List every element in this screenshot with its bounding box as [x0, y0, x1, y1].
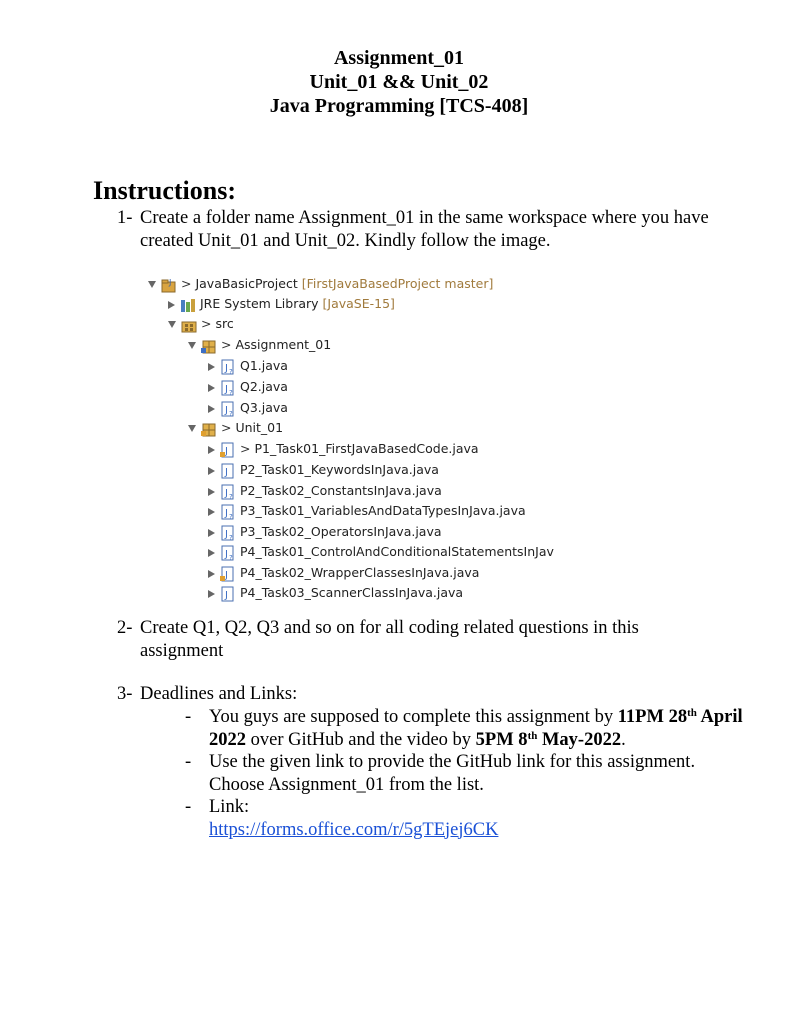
- jre-decoration: [JavaSE-15]: [322, 296, 395, 311]
- step-1: [117, 207, 717, 252]
- svg-text:J: J: [225, 589, 228, 601]
- step-1-number: 1-: [117, 208, 133, 228]
- deadline-video: [476, 730, 621, 750]
- expand-right-icon: [208, 529, 215, 537]
- jre-name: JRE System Library: [200, 296, 319, 311]
- file-label: P2_Task02_ConstantsInJava.java: [240, 483, 442, 498]
- svg-text:?: ?: [229, 388, 233, 397]
- svg-text:J: J: [225, 548, 228, 560]
- file-label: Q3.java: [240, 400, 288, 415]
- deadline-github-date: 11PM 28: [617, 707, 688, 727]
- expand-right-icon: [208, 405, 215, 413]
- document-title: [0, 46, 798, 118]
- expand-right-icon: [208, 508, 215, 516]
- tree-row-file: [208, 460, 439, 480]
- tree-row-file: [208, 563, 479, 583]
- title-course: Java Programming [TCS-408]: [269, 95, 529, 117]
- svg-text:?: ?: [229, 553, 233, 562]
- java-file-icon: [220, 525, 236, 541]
- step-2: [117, 617, 717, 662]
- file-label: P1_Task01_FirstJavaBasedCode.java: [254, 441, 479, 456]
- src-label: src: [215, 316, 234, 331]
- expand-down-icon: [148, 281, 156, 288]
- expand-right-icon: [208, 467, 215, 475]
- bullet-dash: -: [185, 707, 192, 727]
- java-file-icon: [220, 401, 236, 417]
- tree-row-jre: [168, 294, 395, 314]
- svg-text:J: J: [225, 383, 228, 395]
- bullet-link: [185, 796, 745, 841]
- tree-row-file: [208, 522, 442, 542]
- file-label: P2_Task01_KeywordsInJava.java: [240, 462, 439, 477]
- expand-right-icon: [208, 570, 215, 578]
- svg-text:?: ?: [229, 367, 233, 376]
- assignment-pkg-label: Assignment_01: [235, 337, 332, 352]
- file-label: P3_Task02_OperatorsInJava.java: [240, 524, 442, 539]
- tree-row-file: [208, 356, 288, 376]
- file-label: P4_Task01_ControlAndConditionalStatementsInJav: [240, 544, 554, 559]
- file-label: Q2.java: [240, 379, 288, 394]
- step-2-text: Create Q1, Q2, Q3 and so on for all coding related questions in this assignment: [140, 618, 639, 661]
- ordinal-suffix: th: [687, 707, 697, 719]
- tree-row-file: [208, 398, 288, 418]
- tree-row-file: [208, 481, 442, 501]
- svg-text:J: J: [225, 404, 228, 416]
- svg-text:?: ?: [229, 512, 233, 521]
- java-file-icon: [220, 359, 236, 375]
- svg-text:J: J: [225, 466, 228, 478]
- java-file-icon: [220, 380, 236, 396]
- svg-text:?: ?: [229, 492, 233, 501]
- package-icon: [201, 421, 217, 437]
- tree-row-file: [208, 377, 288, 397]
- github-link-text: Use the given link to provide the GitHub link for this assignment. Choose Assignment_01 from the list.: [209, 752, 696, 795]
- project-decoration: [FirstJavaBasedProject master]: [301, 276, 494, 291]
- deadline-text: You guys are supposed to complete this assignment by: [209, 707, 618, 727]
- bullet-github-link-info: [185, 751, 745, 796]
- expand-down-icon: [168, 321, 176, 328]
- expand-right-icon: [208, 488, 215, 496]
- deadline-period: .: [621, 729, 626, 750]
- file-label: Q1.java: [240, 358, 288, 373]
- forms-link[interactable]: https://forms.office.com/r/5gTEjej6CK: [209, 819, 499, 840]
- svg-text:J: J: [169, 277, 172, 287]
- source-folder-icon: [181, 317, 197, 333]
- tree-row-file: [208, 501, 526, 521]
- title-units: Unit_01 && Unit_02: [309, 71, 489, 93]
- tree-row-project: J > JavaBasicProject [FirstJavaBasedProject master]: [148, 274, 493, 294]
- java-project-icon: [161, 277, 177, 293]
- java-file-icon: [220, 566, 236, 582]
- file-label: P4_Task03_ScannerClassInJava.java: [240, 585, 464, 600]
- java-file-icon: [220, 545, 236, 561]
- instructions-heading: Instructions:: [93, 176, 237, 205]
- step-2-number: 2-: [117, 618, 133, 638]
- tree-row-file: [208, 542, 554, 562]
- eclipse-project-tree-image: [146, 272, 616, 601]
- svg-text:J: J: [225, 569, 228, 581]
- expand-down-icon: [188, 342, 196, 349]
- deadline-text-2: over GitHub and the video by: [246, 729, 476, 750]
- bullet-dash: -: [185, 797, 192, 817]
- unit-pkg-label: Unit_01: [235, 420, 284, 435]
- tree-row-file: J > P1_Task01_FirstJavaBasedCode.java: [208, 439, 479, 459]
- deadline-github-month: April 2022: [209, 707, 743, 750]
- expand-right-icon: [168, 301, 175, 309]
- step-1-text: Create a folder name Assignment_01 in the same workspace where you have created Unit_01 and Unit_02. Kindly follow the image.: [140, 208, 709, 251]
- step-3-number: 3-: [117, 684, 133, 704]
- svg-text:?: ?: [229, 409, 233, 418]
- java-file-icon: [220, 442, 236, 458]
- expand-right-icon: [208, 363, 215, 371]
- step-3: [117, 683, 717, 706]
- java-file-icon: [220, 586, 236, 602]
- tree-row-src: > src: [168, 314, 234, 334]
- expand-right-icon: [208, 549, 215, 557]
- expand-right-icon: [208, 590, 215, 598]
- package-icon: [201, 338, 217, 354]
- tree-row-assignment-pkg: > Assignment_01: [188, 335, 331, 355]
- svg-text:J: J: [225, 445, 228, 457]
- tree-row-file: [208, 583, 463, 603]
- java-file-icon: [220, 463, 236, 479]
- bullet-dash: -: [185, 752, 192, 772]
- svg-text:J: J: [225, 487, 228, 499]
- library-icon: [180, 297, 196, 313]
- project-name: JavaBasicProject: [195, 276, 298, 291]
- svg-text:J: J: [225, 528, 228, 540]
- svg-text:J: J: [225, 362, 228, 374]
- step-3-text: Deadlines and Links:: [140, 684, 298, 704]
- file-label: P4_Task02_WrapperClassesInJava.java: [240, 565, 480, 580]
- deadline-video-month: May-2022: [537, 729, 622, 750]
- ordinal-suffix: th: [527, 729, 538, 742]
- link-label: Link:: [209, 797, 250, 817]
- expand-right-icon: [208, 446, 215, 454]
- expand-right-icon: [208, 384, 215, 392]
- deadline-bullets: [185, 706, 745, 841]
- svg-text:J: J: [225, 507, 228, 519]
- title-assignment: Assignment_01: [333, 47, 464, 69]
- java-file-icon: [220, 484, 236, 500]
- file-label: P3_Task01_VariablesAndDataTypesInJava.java: [240, 503, 526, 518]
- deadline-video-date: 5PM 8: [475, 729, 528, 750]
- svg-text:?: ?: [229, 533, 233, 542]
- tree-row-unit-pkg: > Unit_01: [188, 418, 283, 438]
- bullet-deadline: [185, 706, 745, 751]
- java-file-icon: [220, 504, 236, 520]
- expand-down-icon: [188, 425, 196, 432]
